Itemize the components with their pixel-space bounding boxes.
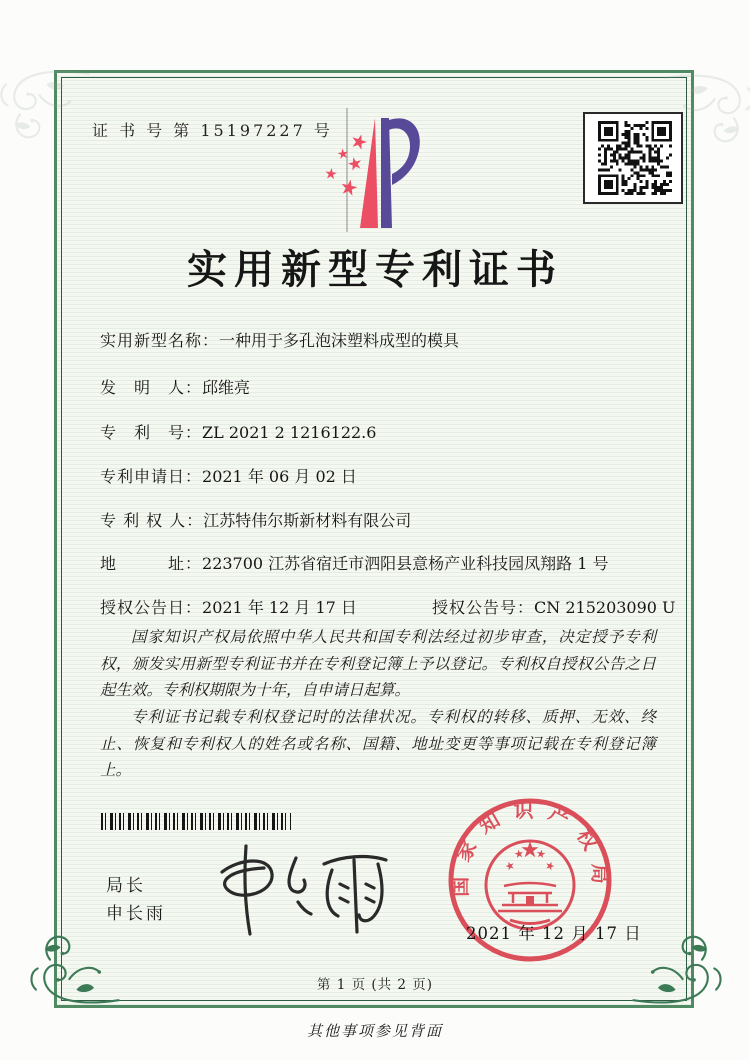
certificate-number: 证 书 号 第 15197227 号	[92, 121, 333, 140]
officer-name: 申长雨	[106, 904, 166, 925]
field-utility-model-name	[100, 328, 670, 351]
field-patent-number	[100, 420, 670, 443]
barcode-icon	[101, 813, 291, 830]
field-inventor	[100, 375, 670, 398]
field-label: 专利申请日：	[100, 467, 203, 486]
field-value: 一种用于多孔泡沫塑料成型的模具	[219, 331, 460, 350]
field-label: 实用新型名称：	[100, 331, 220, 350]
field-value: 2021 年 06 月 02 日	[202, 467, 357, 486]
cnipa-logo-icon	[314, 106, 426, 234]
field-grant-date	[100, 595, 676, 618]
field-value: 江苏特伟尔斯新材料有限公司	[203, 511, 412, 530]
field-grant-number	[432, 595, 676, 618]
field-label: 授权公告号：	[432, 598, 535, 617]
page-indicator: 第 1 页 (共 2 页)	[316, 977, 434, 993]
corner-flourish-icon	[0, 58, 92, 146]
qr-code-frame	[583, 112, 683, 204]
back-note: 其他事项参见背面	[306, 1022, 443, 1040]
national-emblem-icon	[486, 841, 574, 929]
corner-flourish-icon	[630, 928, 730, 1016]
corner-flourish-icon	[22, 928, 122, 1016]
legal-paragraph: 专利证书记载专利权登记时的法律状况。专利权的转移、质押、无效、终止、恢复和专利权人的姓名或名称、国籍、地址变更等事项记载在专利登记簿上。	[100, 707, 656, 780]
director-signature-icon	[212, 840, 397, 938]
field-label: 地 址：	[100, 554, 203, 573]
officer-title: 局长	[106, 876, 146, 896]
legal-paragraph: 国家知识产权局依照中华人民共和国专利法经过初步审查，决定授予专利权，颁发实用新型专利证书并在专利登记簿上予以登记。专利权自授权公告之日起生效。专利权期限为十年，自申请日起算。	[100, 628, 656, 700]
field-label: 授权公告日：	[100, 598, 203, 617]
field-value: ZL 2021 2 1216122.6	[202, 423, 377, 442]
seal-date: 2021 年 12 月 17 日	[466, 924, 642, 943]
field-address	[100, 551, 670, 574]
seal-agency-text: 国家知识产权局	[447, 797, 613, 897]
field-label: 专 利 权 人：	[100, 511, 204, 530]
field-filing-date	[100, 464, 670, 487]
field-value: 2021 年 12 月 17 日	[202, 598, 357, 617]
field-label: 发 明 人：	[100, 378, 203, 397]
legal-text-block	[100, 624, 656, 784]
officer-block	[106, 872, 166, 928]
field-value: 邱维亮	[202, 378, 251, 397]
field-value: 223700 江苏省宿迁市泗阳县意杨产业科技园凤翔路 1 号	[202, 554, 609, 573]
field-patentee	[100, 508, 670, 531]
certificate-title: 实用新型专利证书	[187, 246, 563, 293]
field-value: CN 215203090 U	[534, 598, 676, 617]
field-label: 专 利 号：	[100, 423, 203, 442]
qr-code-icon	[598, 121, 672, 195]
